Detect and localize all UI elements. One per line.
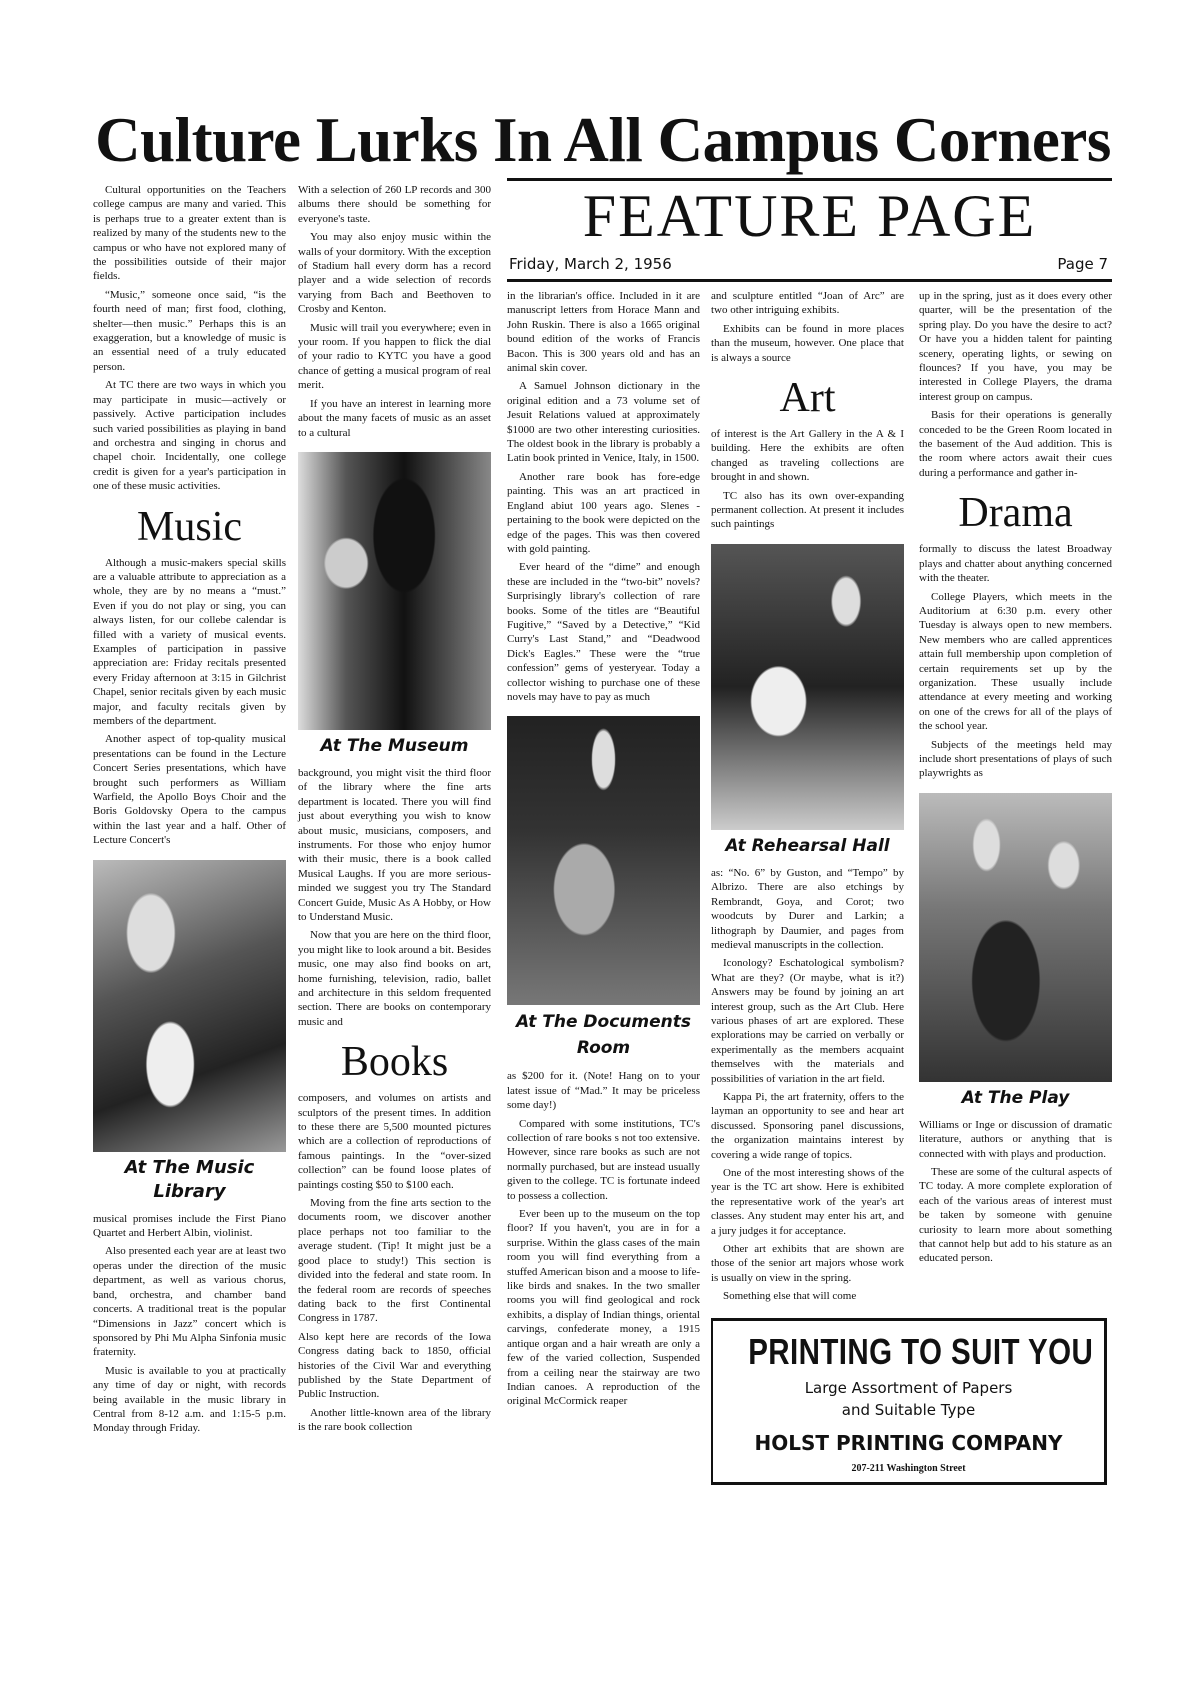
caption-museum: At The Museum: [320, 735, 469, 756]
music-article-col2: [298, 183, 491, 444]
paragraph: Music will trail you everywhere; even in your room. If you happen to flick the dial of your radio to KYTC you have a good chance of getting a musical program of real merit.: [298, 321, 491, 392]
photo-rehearsal-hall: [711, 544, 904, 830]
music-article-body: [93, 556, 286, 852]
paragraph: Compared with some institutions, TC's collection of rare books s not too extensive. However, since rare books as such are not normally purchased, but are instead usually given to the college. TC is fortunate indeed to possess a collection.: [507, 1117, 700, 1202]
museum-article: [507, 1069, 700, 1412]
paragraph: Iconology? Eschatological symbolism? What are they? (Or maybe, what is it?) Answers may be found by joining an art interest group, such as the Art Club. Here various phases of art are explored. These explorations may be carried on verbally or experimentally as the members acquaint themselves with the materials and possibilities of variation in the art field.: [711, 957, 904, 1085]
masthead: [507, 178, 1112, 282]
paragraph: These are some of the cultural aspects of TC today. A more complete exploration of each of the various areas of interest must be taken by someone with genuine curiosity to learn more about something that cannot help but add to his stature as an educated person.: [919, 1166, 1112, 1265]
paragraph: musical promises include the First Piano Quartet and Herbert Albin, violinist.: [93, 1212, 286, 1240]
ad-line-1: Large Assortment of Papers: [804, 1378, 1013, 1397]
paragraph: Something else that will come: [723, 1290, 857, 1303]
ad-company: HOLST PRINTING COMPANY: [754, 1430, 1063, 1455]
paragraph: Music is available to you at practically any time of day or night, with records being available in the music library in Central from 8-12 a.m. and 1:15-5 p.m. Monday through Friday.: [93, 1364, 286, 1435]
paragraph: Other art exhibits that are shown are those of the senior art majors whose work is usually on view in the spring.: [711, 1243, 904, 1284]
paragraph: Basis for their operations is generally conceded to be the Green Room located in the basement of the Aud addition. This is the room where actors await their cues during a performance and gather in-: [919, 409, 1112, 479]
paragraph: Another rare book has fore-edge painting. This was an art practiced in England abiut 100 years ago. Slenes -pertaining to the book were depicted on the edge of the pages. This was then covered with gold painting.: [507, 470, 700, 555]
photo-music-library: [93, 860, 286, 1152]
paragraph: At TC there are two ways in which you may participate in music—actively or passively. Active participation includes such varied possibilities as playing in band and orchestra and singing in chorus and chapel choir. Incidentally, one college credit is given for a year's participation in one of these music activities.: [93, 379, 286, 493]
printing-advertisement: [711, 1318, 1107, 1485]
art-article-continued: [711, 866, 904, 1308]
paragraph: and sculpture entitled “Joan of Arc” are two other intriguing exhibits.: [711, 290, 904, 317]
column-1: [93, 183, 286, 1440]
paragraph: If you have an interest in learning more about the many facets of music as an asset to a cultural: [298, 397, 491, 439]
paragraph: Another little-known area of the library is the rare book collection: [298, 1406, 491, 1434]
library-article: [298, 766, 491, 1033]
caption-play: At The Play: [961, 1087, 1070, 1108]
paragraph: Now that you are here on the third floor, you might like to look around a bit. Besides music, one may also find books on art, home furnishing, television, radio, ballet and architecture in this seldom frequented section. There are books on contemporary music and: [298, 929, 491, 1028]
paragraph: You may also enjoy music within the walls of your dormitory. With the exception of Stadium hall every dorm has a record player and a wide selection of records varying from Bach and Beethoven to Crosby and Kenton.: [298, 231, 491, 316]
column-3: [507, 289, 700, 1413]
paragraph: Moving from the fine arts section to the documents room, we discover another place perhaps not too familiar to the average student. (Tip! It might just be a good place to study!) This section is divided into the federal and state room. In the federal room are records of speeches dating back to the first Continental Congress in 1787.: [298, 1197, 491, 1325]
paragraph: of interest is the Art Gallery in the A & I building. Here the exhibits are often changed as traveling collections are brought in and shown.: [711, 428, 904, 484]
caption-documents-room: At The Documents Room: [516, 1012, 691, 1059]
section-heading-drama: Drama: [958, 490, 1073, 537]
ad-line-2: and Suitable Type: [841, 1400, 976, 1419]
masthead-title: FEATURE PAGE: [582, 183, 1037, 249]
music-article-intro: [93, 183, 286, 498]
paragraph: Subjects of the meetings held may include short presentations of plays of such playwrights as: [919, 738, 1112, 780]
paragraph: Also presented each year are at least two operas under the direction of the music department, as well as various chorus, band, orchestra, and chamber band concerts. A traditional treat is the popular “Dimensions in Jazz” concert which is sponsored by Phi Mu Alpha Sinfonia music fraternity.: [93, 1245, 286, 1359]
drama-article-intro: [919, 289, 1112, 484]
paragraph: background, you might visit the third floor of the library where the fine arts department is located. There you will find just about everything you wish to know about music, musicians, composers, and instruments. For those who enjoy humor with their music, there is a book called Musical Laughs. If you are more serious-minded we suggest you try The Standard Concert Guide, Music As A Hobby, or How to Understand Music.: [298, 766, 491, 923]
page-headline: Culture Lurks In All Campus Corners: [95, 105, 1111, 175]
column-2: [298, 183, 491, 1439]
paragraph: Exhibits can be found in more places than the museum, however. One place that is always a source: [711, 322, 904, 364]
paragraph: as $200 for it. (Note! Hang on to your latest issue of “Mad.” It may be priceless some day!): [507, 1070, 700, 1112]
paragraph: Williams or Inge or discussion of dramatic literature, authors or anything that is connected with with plays and production.: [919, 1118, 1112, 1160]
issue-date: Friday, March 2, 1956: [509, 255, 672, 273]
paragraph: TC also has its own over-expanding permanent collection. At present it includes such paintings: [711, 489, 904, 531]
paragraph: Another aspect of top-quality musical presentations can be found in the Lecture Concert Series presentations, which have brought such performers as William Warfield, the Apollo Boys Choir and the Boris Goldovsky Opera to the campus within the last year and a half. Other of Lecture Concert's: [93, 733, 286, 847]
photo-documents-room: [507, 716, 700, 1005]
art-article-intro: [711, 289, 904, 369]
paragraph: “Music,” someone once said, “is the fourth need of man; first food, clothing, shelter—then music.” Perhaps this is an exaggeration, but a knowledge of music is an essential need of a truly educated person.: [93, 288, 286, 373]
paragraph: Kappa Pi, the art fraternity, offers to the layman an opportunity to see and hear art discussed. Sponsoring panel discussions, the organization maintains interest by covering a wide range of topics.: [711, 1090, 904, 1161]
paragraph: A Samuel Johnson dictionary in the original edition and a 73 volume set of Jesuit Relations valued at approximately $1000 are two other interesting curiosities. The oldest book in the library is probably a Latin book printed in Venice, Italy, in 1500.: [507, 380, 700, 465]
photo-museum: [298, 452, 491, 730]
caption-rehearsal-hall: At Rehearsal Hall: [725, 835, 890, 856]
paragraph: Also kept here are records of the Iowa Congress dating back to 1850, official histories of the Civil War and everything published by the State Department of Public Instruction.: [298, 1330, 491, 1401]
section-heading-music: Music: [137, 503, 242, 550]
books-article: [298, 1091, 491, 1438]
photo-play: [919, 793, 1112, 1082]
paragraph: as: “No. 6” by Guston, and “Tempo” by Albrizo. There are also etchings by Rembrandt, Goya, and Corot; two woodcuts by Durer and Larkin; a lithograph by Daumier, and pages from medieval manuscripts in the collection.: [711, 866, 904, 951]
page-number: Page 7: [1057, 255, 1108, 273]
paragraph: Although a music-makers special skills are a valuable attribute to appreciation as a whole, they are by no means a “must.” Even if you do not play or sing, you can always listen, for our collebe calendar is filled with a variety of musical events. Examples of participation in passive appreciation are: Friday recitals presented every Friday afternoon at 3:15 in Gilchrist Chapel, senior recitals given by each music major, and faculty recitals given by members of the department.: [93, 556, 286, 727]
paragraph: With a selection of 260 LP records and 300 albums there should be something for everyone's taste.: [298, 184, 491, 225]
drama-article-continued: [919, 1118, 1112, 1270]
paragraph: Cultural opportunities on the Teachers college campus are many and varied. This is perhaps true to a greater extent than is realized by many of the students new to the campus or who have not explored many of the possibilities outside of their major fields.: [93, 184, 286, 283]
paragraph: Ever heard of the “dime” and enough these are included in the “two-bit” novels? Surprisingly library's collection of rare books. Some of the titles are “Beautiful Fugitive,” “Saved by a Detective,” “Kid Curry's Last Stand,” and “Deadwood Dick's Eagles.” These were the “true confession” gems of yesteryear. Today a collector wishing to purchase one of these novels may have to pay as much: [507, 561, 700, 703]
column-5: [919, 289, 1112, 1270]
art-article-body: [711, 427, 904, 536]
rare-books-article: [507, 289, 700, 708]
ad-address: 207-211 Washington Street: [851, 1462, 966, 1474]
paragraph: formally to discuss the latest Broadway plays and chatter about anything concerned with the theater.: [919, 543, 1112, 585]
section-heading-art: Art: [779, 375, 836, 422]
paragraph: College Players, which meets in the Auditorium at 6:30 p.m. every other Tuesday is always open to new members. New members who are called apprentices attain full membership upon completion of certain requirements set up by the organization. These usually include attendance at every meeting and working on one of the crews for all of the plays of the school year.: [919, 590, 1112, 733]
paragraph: in the librarian's office. Included in it are manuscript letters from Horace Mann and John Ruskin. There is also a 1665 original bound edition of the works of Francis Bacon. This is 300 years old and has an animal skin cover.: [507, 290, 700, 375]
paragraph: up in the spring, just as it does every other quarter, will be the presentation of the spring play. Do you have the desire to act? Or have you a hidden talent for painting scenery, operating lights, or sewing on flounces? If you have, you may be interested in College Players, the drama interest group on campus.: [919, 290, 1112, 403]
music-article-continued: [93, 1212, 286, 1440]
paragraph: One of the most interesting shows of the year is the TC art show. Here is exhibited the representative work of the year's art classes. Any student may enter his art, and a jury judges it for acceptance.: [711, 1167, 904, 1237]
paragraph: composers, and volumes on artists and sculptors of the present times. In addition to these there are 5,500 mounted pictures which are a collection of reproductions of famous paintings. In the “over-sized collection” can be found loose plates of paintings costing $50 to $100 each.: [298, 1092, 491, 1191]
section-heading-books: Books: [340, 1039, 449, 1086]
ad-headline: PRINTING TO SUIT YOU: [748, 1330, 1094, 1372]
drama-article-body: [919, 542, 1112, 785]
paragraph: Ever been up to the museum on the top floor? If you haven't, you are in for a surprise. Within the glass cases of the main room you will find everything from a stuffed American bison and a moose to life-like birds and snakes. In the two smaller rooms you will find geological and rock exhibits, a display of Indian things, oriental carvings, confederate money, a 1915 antique organ and a hair wreath are only a few of the varied collection, Suspended from a ceiling near the stairway are two Indian canoes. A reproduction of the original McCormick reaper: [507, 1208, 700, 1408]
caption-music-library: At The Music Library: [124, 1156, 255, 1202]
